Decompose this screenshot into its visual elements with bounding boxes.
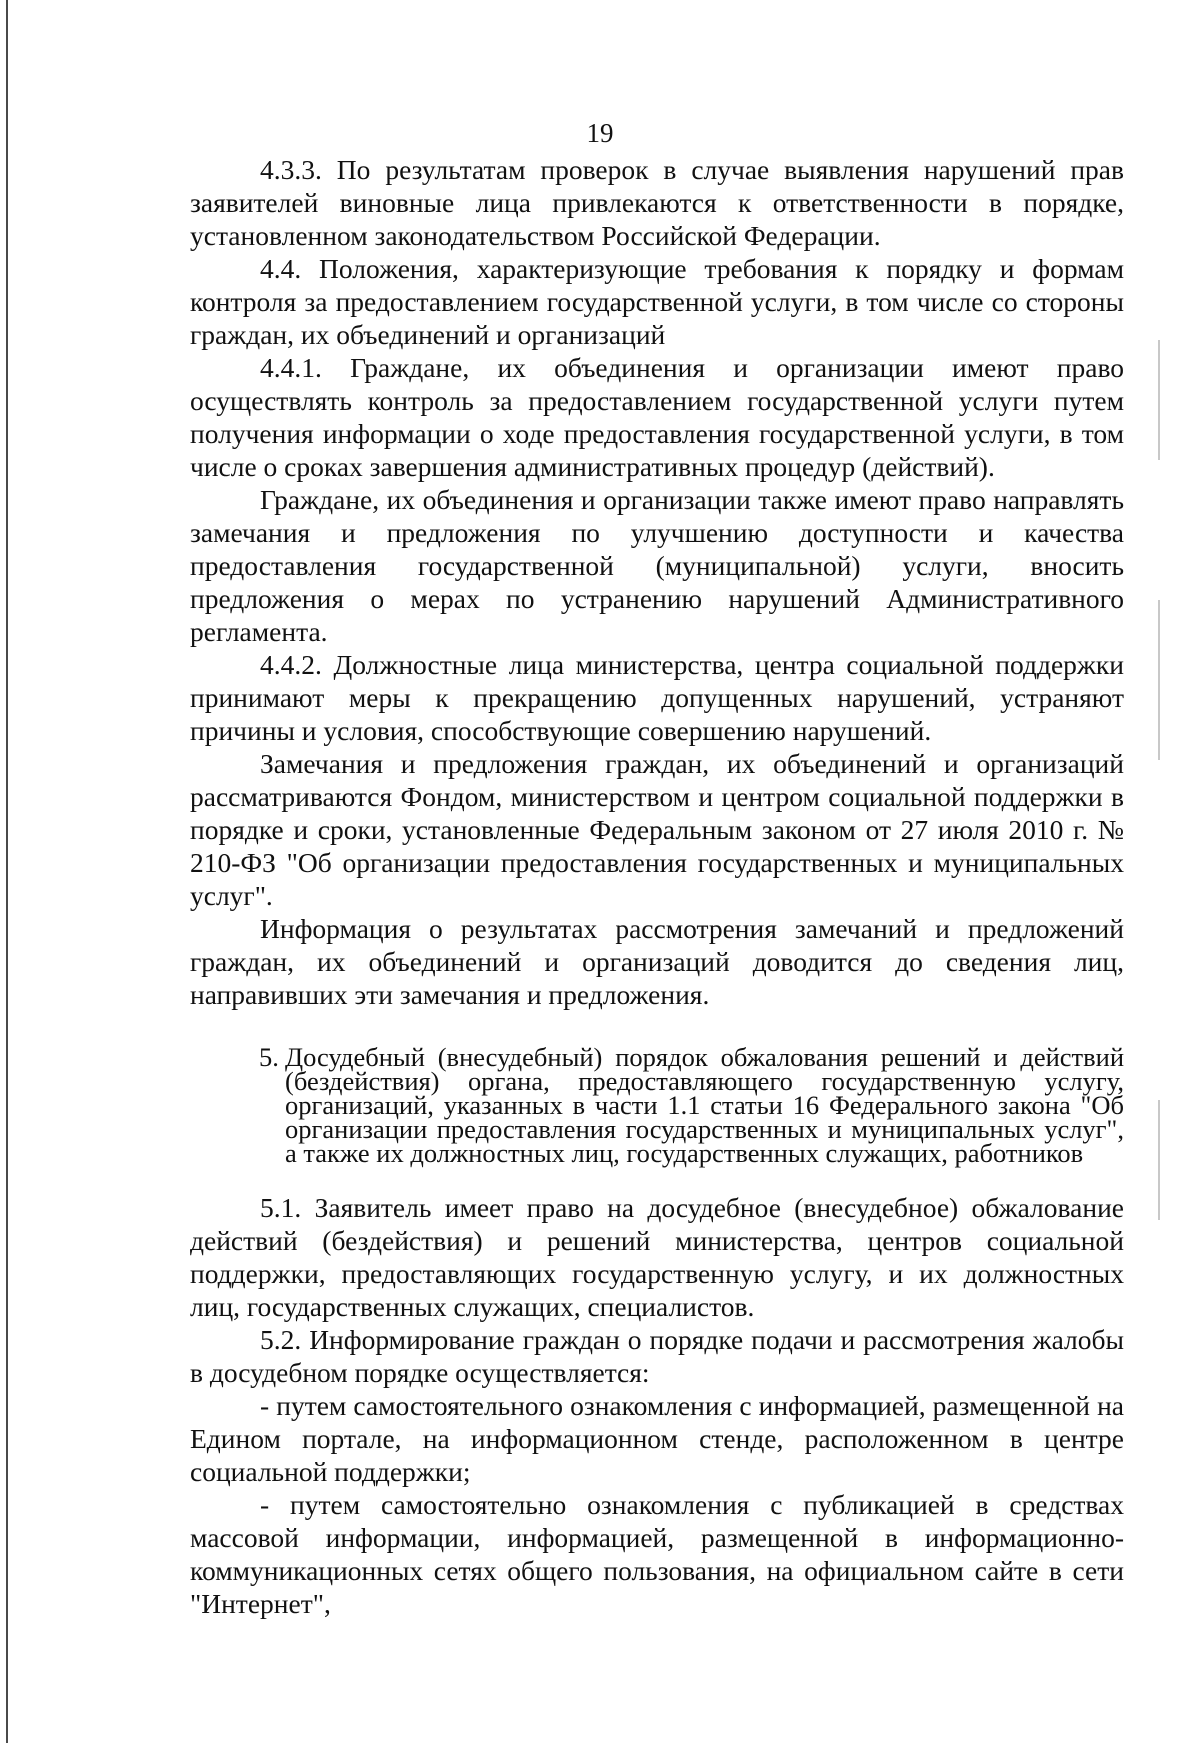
paragraph-4-4-1: 4.4.1. Граждане, их объединения и организации имеют право осуществлять контроль за предоставлением государственной услуги путем получения информации о ходе предоставления государственной услуги, в том числе о сроках завершения административных процедур (действий). bbox=[190, 352, 1124, 482]
paragraph-citizens-rights: Граждане, их объединения и организации также имеют право направлять замечания и предложения по улучшению доступности и качества предоставления государственной (муниципальной) услуги, вносить предложения о мерах по устранению нарушений Административного регламента. bbox=[190, 484, 1124, 647]
paragraph-4-4-2: 4.4.2. Должностные лица министерства, центра социальной поддержки принимают меры к прекращению допущенных нарушений, устраняют причины и условия, способствующие совершению нарушений. bbox=[190, 649, 1124, 746]
section-5-heading bbox=[190, 1042, 1124, 1168]
paragraph-remarks-review: Замечания и предложения граждан, их объединений и организаций рассматриваются Фондом, министерством и центром социальной поддержки в порядке и сроки, установленные Федеральным законом от 27 июля 2010 г. № 210-ФЗ "Об организации предоставления государственных и муниципальных услуг". bbox=[190, 748, 1124, 911]
paragraph-results-info: Информация о результатах рассмотрения замечаний и предложений граждан, их объединений и организаций доводится до сведения лиц, направивших эти замечания и предложения. bbox=[190, 913, 1124, 1010]
paragraph-4-4: 4.4. Положения, характеризующие требования к порядку и формам контроля за предоставлением государственной услуги, в том числе со стороны граждан, их объединений и организаций bbox=[190, 253, 1124, 350]
list-item-self-review-media: - путем самостоятельно ознакомления с публикацией в средствах массовой информации, информацией, размещенной в информационно-коммуникационных сетях общего пользования, на официальном сайте в сети "Интернет", bbox=[190, 1489, 1124, 1619]
page-number: 19 bbox=[586, 118, 614, 148]
list-item-self-review-portal: - путем самостоятельного ознакомления с информацией, размещенной на Едином портале, на информационном стенде, расположенном в центре социальной поддержки; bbox=[190, 1390, 1124, 1487]
paragraph-4-3-3: 4.3.3. По результатам проверок в случае выявления нарушений прав заявителей виновные лица привлекаются к ответственности в порядке, установленном законодательством Российской Федерации. bbox=[190, 154, 1124, 251]
document-body bbox=[190, 153, 1124, 1620]
scan-artifact-mark bbox=[1158, 1100, 1160, 1220]
scan-artifact-mark bbox=[1158, 600, 1160, 760]
section-5-title: Досудебный (внесудебный) порядок обжалования решений и действий (бездействия) органа, предоставляющего государственную услугу, организаций, указанных в части 1.1 статьи 16 Федерального закона "Об организации предоставления государственных и муниципальных услуг", а также их должностных лиц, государственных служащих, работников bbox=[285, 1042, 1124, 1168]
section-5-number: 5. bbox=[259, 1042, 279, 1072]
scan-artifact-mark bbox=[1158, 340, 1160, 460]
scan-edge-line bbox=[6, 0, 8, 1743]
paragraph-5-1: 5.1. Заявитель имеет право на досудебное (внесудебное) обжалование действий (бездействия) и решений министерства, центров социальной поддержки, предоставляющих государственную услугу, и их должностных лиц, государственных служащих, специалистов. bbox=[190, 1192, 1124, 1322]
paragraph-5-2: 5.2. Информирование граждан о порядке подачи и рассмотрения жалобы в досудебном порядке осуществляется: bbox=[190, 1324, 1124, 1388]
